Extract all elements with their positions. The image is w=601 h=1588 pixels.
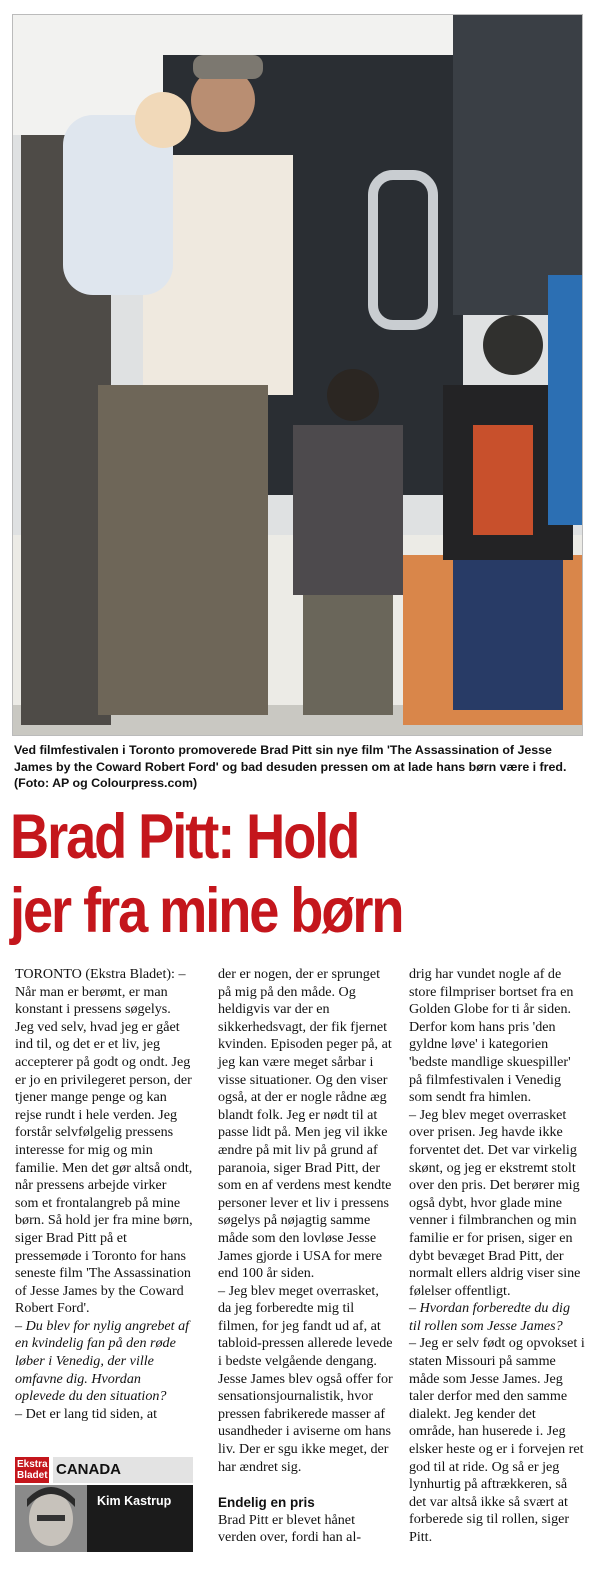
- headline-line-1: Brad Pitt: Hold: [10, 802, 359, 872]
- question: – Du blev for nylig angrebet af en kvindelig fan på den røde løber i Venedig, der ville omfavne dig. Hvordan oplevede du den situation?: [15, 1317, 190, 1405]
- question: – Hvordan forberedte du dig til rollen som Jesse James?: [409, 1300, 571, 1334]
- article-column-3: [409, 966, 585, 1547]
- paragraph: Brad Pitt er blevet hånet verden over, fordi han al-: [218, 1511, 362, 1546]
- paragraph: TORONTO (Ekstra Bladet): – Når man er berømt, er man konstant i pressens søgelys. Jeg ved selv, hvad jeg er gået ind til, og det er et liv, jeg accepterer på godt og ondt. Jeg er jo en privilegeret person, der tjener mange penge og kan rejse rundt i hele verden. Jeg forstår selvfølgelig pressens interesse for mig og min familie. Men det gør altså ondt, når pressens arbejde virker som et frontalangreb på mine børn. Så hold jer fra mine børn, siger Brad Pitt på et pressemøde i Toronto for hans seneste film 'The Assassination of Jesse James by the Coward Robert Ford'.: [15, 966, 193, 1317]
- paragraph: – Jeg er selv født og opvokset i staten Missouri på samme måde som Jesse James. Jeg taler derfor med den samme dialekt. Jeg kender det område, han huserede i. Jeg elsker heste og er i forvejen ret god til at ride. Og så er jeg lynhurtig på aftrækkeren, så det var altså ikke så svært at forberede sig til rollen, siger Pitt.: [409, 1335, 585, 1545]
- logo-line-2: Bladet: [17, 1470, 48, 1481]
- logo-line-1: Ekstra: [17, 1459, 48, 1470]
- photo-image: [13, 15, 583, 736]
- author-portrait-icon: [15, 1485, 87, 1552]
- paragraph: – Jeg blev meget overrasket, da jeg forberedte mig til filmen, for jeg fandt ud af, at tabloid-pressen allerede levede i bedste velgående dengang. Jesse James blev også offer for sensationsjournalistik, hvor pressen fabrikerede masser af usandheder i aviserne om hans liv. Der er sgu ikke meget, der har ændret sig.: [218, 1282, 393, 1475]
- ekstra-bladet-logo: [15, 1457, 49, 1483]
- photo-caption: Ved filmfestivalen i Toronto promoverede Brad Pitt sin nye film 'The Assassination of Jesse James by the Coward Robert Ford' og bad desuden pressen om at lade hans børn være i fred. (Foto: AP og Colourpress.com): [14, 743, 567, 790]
- subheading: Endelig en pris: [218, 1495, 315, 1511]
- article-column-2: [218, 966, 394, 1547]
- headline: [10, 800, 513, 948]
- paragraph: der er nogen, der er sprunget på mig på den måde. Og heldigvis var der en sikkerhedsvagt, der fik fjernet kvinden. Episoden peger på, at jeg kan være meget sårbar i visse situationer. Og den viser også, at der er nogle rådne æg blandt folk. Jeg er nødt til at passe lidt på. Men jeg vil ikke ændre på mit liv på grund af paranoia, siger Brad Pitt, der som en af verdens mest kendte personer lever et liv i pressens søgelys på nøjagtig samme måde som den lovløse Jesse James gjorde i USA for mere end 100 år siden.: [218, 966, 392, 1282]
- article-column-1: [15, 966, 193, 1423]
- paragraph: – Jeg blev meget overrasket over prisen. Jeg havde ikke forventet det. Det var virkelig skønt, og jeg er ekstremt stolt over den pris. Det berører mig også dybt, hvor glade mine venner i filmbranchen og min familie er for prisen, siger en dybt bevæget Brad Pitt, der normalt ellers aldrig viser sine følelser offentligt.: [409, 1106, 581, 1299]
- paragraph: drig har vundet nogle af de store filmpriser bortset fra en Golden Globe for ti år siden. Derfor kom hans pris 'den gyldne løve' i kategorien 'bedste mandlige skuespiller' på filmfestivalen i Venedig som sendt fra himlen.: [409, 966, 574, 1106]
- region-label: CANADA: [53, 1457, 193, 1483]
- news-photo: [12, 14, 583, 736]
- author-bar: [87, 1485, 193, 1552]
- paragraph: – Det er lang tid siden, at: [15, 1405, 158, 1422]
- author-name: Kim Kastrup: [97, 1494, 172, 1508]
- headline-line-2: jer fra mine børn: [10, 876, 403, 946]
- byline-box: [15, 1457, 193, 1552]
- author-photo: [15, 1485, 87, 1552]
